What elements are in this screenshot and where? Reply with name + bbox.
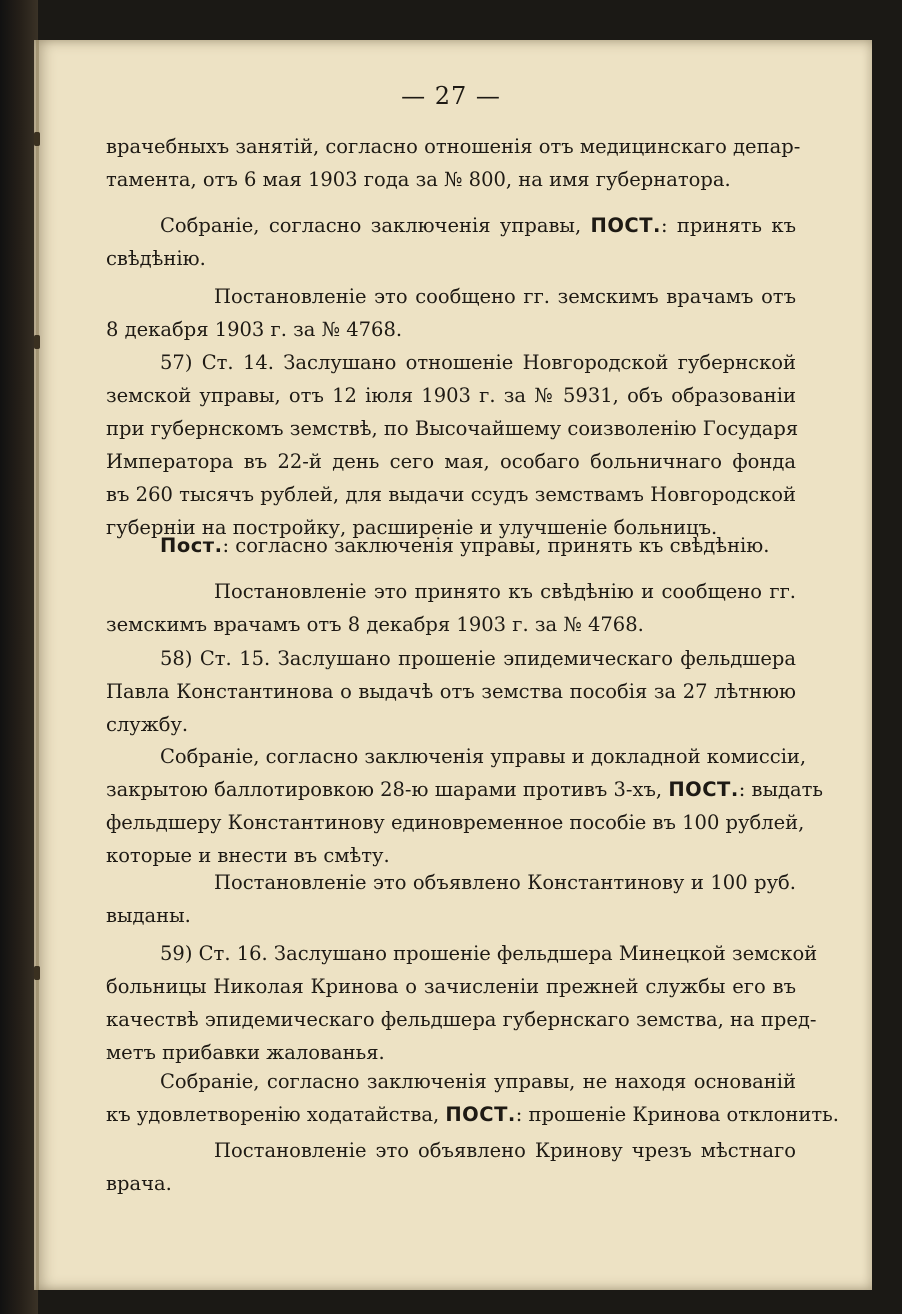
text-line: Собраніе, согласно заключенія управы и докладной комиссіи,	[160, 745, 807, 768]
text-line: которые и внести въ смѣту.	[106, 844, 390, 867]
text-line: Павла Константинова о выдачѣ отъ земства пособія за 27 лѣтнюю	[106, 680, 796, 703]
paragraph-p7	[106, 642, 796, 741]
text-line: свѣдѣнію.	[106, 247, 206, 270]
text-line: качествѣ эпидемическаго фельдшера губернскаго земства, на пред-	[106, 1008, 817, 1031]
paragraph-p6	[106, 575, 796, 641]
text-line: къ удовлетворенію ходатайства, ПОСТ.: прошеніе Кринова отклонить.	[106, 1103, 839, 1126]
paragraph-p1	[106, 130, 801, 196]
text-line: врачебныхъ занятій, согласно отношенія отъ медицинскаго депар-	[106, 135, 801, 158]
text-line: губерніи на постройку, расширеніе и улучшеніе больницъ.	[106, 516, 718, 539]
paragraph-p3	[106, 280, 796, 346]
text-line: закрытою баллотировкою 28-ю шарами противъ 3-хъ, ПОСТ.: выдать	[106, 778, 824, 801]
book-gutter	[0, 0, 38, 1314]
resolution-keyword: Пост.	[160, 534, 223, 557]
spine-edge	[36, 40, 39, 1290]
resolution-keyword: ПОСТ.	[590, 214, 661, 237]
paragraph-p4	[106, 346, 799, 544]
text-line: больницы Николая Кринова о зачисленіи прежней службы его въ	[106, 975, 796, 998]
text-line: Собраніе, согласно заключенія управы, ПОСТ.: принять къ	[160, 214, 796, 237]
resolution-keyword: ПОСТ.	[445, 1103, 516, 1126]
text-line: земской управы, отъ 12 іюля 1903 г. за № 5931, объ образованіи	[106, 384, 796, 407]
text-line: 59) Ст. 16. Заслушано прошеніе фельдшера Минецкой земской	[160, 942, 818, 965]
paragraph-p9	[106, 866, 796, 932]
text-line: Пост.: согласно заключенія управы, принять къ свѣдѣнію.	[160, 534, 770, 557]
text-line: Постановленіе это объявлено Константинову и 100 руб.	[214, 871, 796, 894]
paragraph-p12	[106, 1134, 796, 1200]
paragraph-p5	[106, 529, 796, 562]
text-line: Постановленіе это сообщено гг. земскимъ врачамъ отъ	[214, 285, 796, 308]
paragraph-p10	[106, 937, 818, 1069]
text-line: Постановленіе это принято къ свѣдѣнію и сообщено гг.	[214, 580, 796, 603]
text-line: 8 декабря 1903 г. за № 4768.	[106, 318, 403, 341]
binding-thread-mark	[34, 335, 40, 349]
text-line: Собраніе, согласно заключенія управы, не находя основаній	[160, 1070, 796, 1093]
resolution-keyword: ПОСТ.	[668, 778, 739, 801]
page-number: — 27 —	[401, 82, 501, 110]
text-line: при губернскомъ земствѣ, по Высочайшему соизволенію Государя	[106, 417, 799, 440]
binding-thread-mark	[34, 132, 40, 146]
text-line: службу.	[106, 713, 189, 736]
text-line: тамента, отъ 6 мая 1903 года за № 800, на имя губернатора.	[106, 168, 731, 191]
text-line: врача.	[106, 1172, 172, 1195]
text-line: въ 260 тысячъ рублей, для выдачи ссудъ земствамъ Новгородской	[106, 483, 796, 506]
text-line: земскимъ врачамъ отъ 8 декабря 1903 г. за № 4768.	[106, 613, 644, 636]
text-line: Постановленіе это объявлено Кринову чрезъ мѣстнаго	[214, 1139, 796, 1162]
paragraph-p8	[106, 740, 824, 872]
text-line: метъ прибавки жалованья.	[106, 1041, 385, 1064]
paragraph-p2	[106, 209, 796, 275]
text-line: 58) Ст. 15. Заслушано прошеніе эпидемическаго фельдшера	[160, 647, 796, 670]
text-line: Императора въ 22-й день сего мая, особаго больничнаго фонда	[106, 450, 796, 473]
text-line: 57) Ст. 14. Заслушано отношеніе Новгородской губернской	[160, 351, 796, 374]
binding-thread-mark	[34, 966, 40, 980]
text-line: выданы.	[106, 904, 191, 927]
text-line: фельдшеру Константинову единовременное пособіе въ 100 рублей,	[106, 811, 805, 834]
paragraph-p11	[106, 1065, 839, 1131]
